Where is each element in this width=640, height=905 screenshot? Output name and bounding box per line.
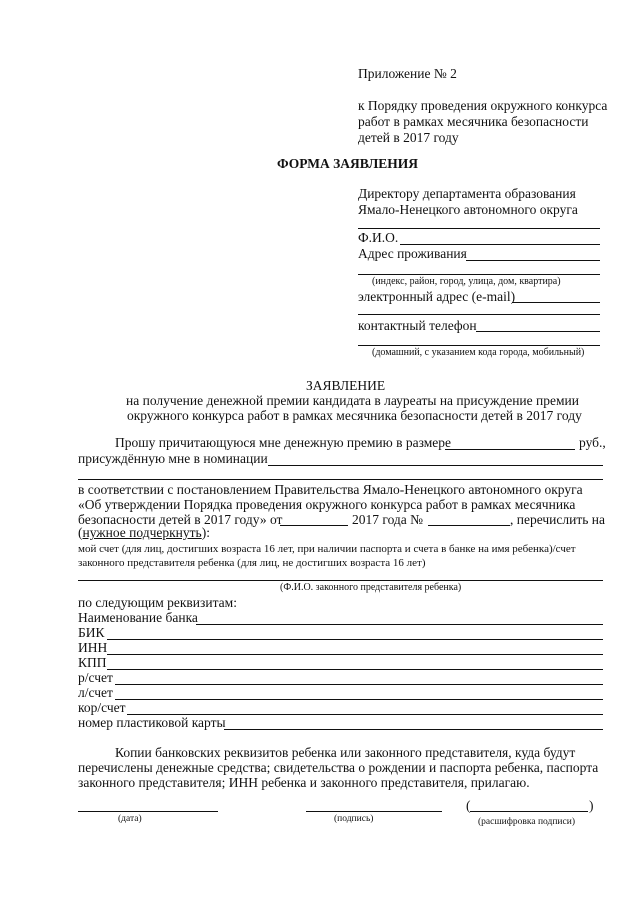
ks-label: кор/счет xyxy=(78,700,126,715)
account-option-line-2[interactable]: законного представителя ребенка (для лиц, не достигших возраста 16 лет) xyxy=(78,557,426,569)
account-option-line-1[interactable]: мой счет (для лиц, достигших возраста 16 лет, при наличии паспорта и счета в банке на имя ребенка)/счет xyxy=(78,543,576,555)
bik-field[interactable] xyxy=(107,639,603,640)
addressee-line-1: Директору департамента образования xyxy=(358,186,576,201)
bank-name-label: Наименование банка xyxy=(78,610,198,625)
nomination-label: присуждённую мне в номинации xyxy=(78,451,268,466)
resolution-line-3c: , перечислить на xyxy=(510,512,605,527)
inn-field[interactable] xyxy=(107,654,603,655)
prize-amount-field[interactable] xyxy=(445,449,575,450)
nomination-field[interactable] xyxy=(268,465,603,466)
statement-subtitle-2: окружного конкурса работ в рамках месячника безопасности детей в 2017 году xyxy=(127,408,582,423)
fio-field[interactable] xyxy=(400,244,600,245)
requisites-label: по следующим реквизитам: xyxy=(78,595,237,610)
underline-instruction: (нужное подчеркнуть): xyxy=(78,525,210,540)
statement-subtitle-1: на получение денежной премии кандидата в лауреаты на присуждение премии xyxy=(126,393,579,408)
ls-label: л/счет xyxy=(78,685,113,700)
decoding-close-paren: ) xyxy=(589,798,594,813)
rs-label: р/счет xyxy=(78,670,113,685)
bank-name-field[interactable] xyxy=(196,624,603,625)
resolution-line-2: «Об утверждении Порядка проведения окружного конкурса работ в рамках месячника xyxy=(78,497,576,512)
resolution-date-field[interactable] xyxy=(280,525,348,526)
rs-field[interactable] xyxy=(115,684,603,685)
appendix-line-2: работ в рамках месячника безопасности xyxy=(358,114,589,129)
card-label: номер пластиковой карты xyxy=(78,715,226,730)
rub-label: руб., xyxy=(579,435,606,450)
representative-field[interactable] xyxy=(78,580,603,581)
form-title: ФОРМА ЗАЯВЛЕНИЯ xyxy=(277,156,419,171)
decoding-caption: (расшифровка подписи) xyxy=(478,817,575,827)
phone-label: контактный телефон xyxy=(358,318,477,333)
resolution-line-3b: 2017 года № xyxy=(352,512,424,527)
decoding-field[interactable] xyxy=(470,811,588,812)
kpp-label: КПП xyxy=(78,655,107,670)
inn-label: ИНН xyxy=(78,640,108,655)
email-label: электронный адрес (e-mail) xyxy=(358,289,516,304)
signature-caption: (подпись) xyxy=(334,814,374,824)
phone-field[interactable] xyxy=(476,331,600,332)
date-field[interactable] xyxy=(78,811,218,812)
fio-label: Ф.И.О. xyxy=(358,230,399,245)
card-field[interactable] xyxy=(224,729,603,730)
ls-field[interactable] xyxy=(115,699,603,700)
appendix-line-3: детей в 2017 году xyxy=(358,130,459,145)
resolution-line-1: в соответствии с постановлением Правительства Ямало-Ненецкого автономного округа xyxy=(78,482,583,497)
resolution-number-field[interactable] xyxy=(428,525,510,526)
address-hint: (индекс, район, город, улица, дом, квартира) xyxy=(372,276,561,287)
addressee-blank-line[interactable] xyxy=(358,228,600,229)
address-field-2[interactable] xyxy=(358,274,600,275)
date-caption: (дата) xyxy=(118,814,142,824)
copies-line-1: Копии банковских реквизитов ребенка или законного представителя, куда будут xyxy=(115,745,576,760)
kpp-field[interactable] xyxy=(107,669,603,670)
appendix-title: Приложение № 2 xyxy=(358,66,457,81)
addressee-line-2: Ямало-Ненецкого автономного округа xyxy=(358,202,578,217)
nomination-field-2[interactable] xyxy=(78,479,603,480)
appendix-line-1: к Порядку проведения окружного конкурса xyxy=(358,98,608,113)
email-field-2[interactable] xyxy=(358,314,600,315)
representative-hint: (Ф.И.О. законного представителя ребенка) xyxy=(280,582,462,593)
copies-line-3: законного представителя; ИНН ребенка и законного представителя, прилагаю. xyxy=(78,775,530,790)
bik-label: БИК xyxy=(78,625,105,640)
signature-field[interactable] xyxy=(306,811,442,812)
address-label: Адрес проживания xyxy=(358,246,467,261)
copies-line-2: перечислены денежные средства; свидетельства о рождении и паспорта ребенка, паспорта xyxy=(78,760,599,775)
phone-hint: (домашний, с указанием кода города, мобильный) xyxy=(372,347,585,358)
prize-amount-text: Прошу причитающуюся мне денежную премию в размере xyxy=(115,435,452,450)
address-field[interactable] xyxy=(466,260,600,261)
decoding-open-paren: ( xyxy=(466,798,471,813)
statement-title: ЗАЯВЛЕНИЕ xyxy=(306,378,386,393)
resolution-line-3a: безопасности детей в 2017 году» от xyxy=(78,512,283,527)
phone-field-2[interactable] xyxy=(358,345,600,346)
email-field[interactable] xyxy=(512,302,600,303)
